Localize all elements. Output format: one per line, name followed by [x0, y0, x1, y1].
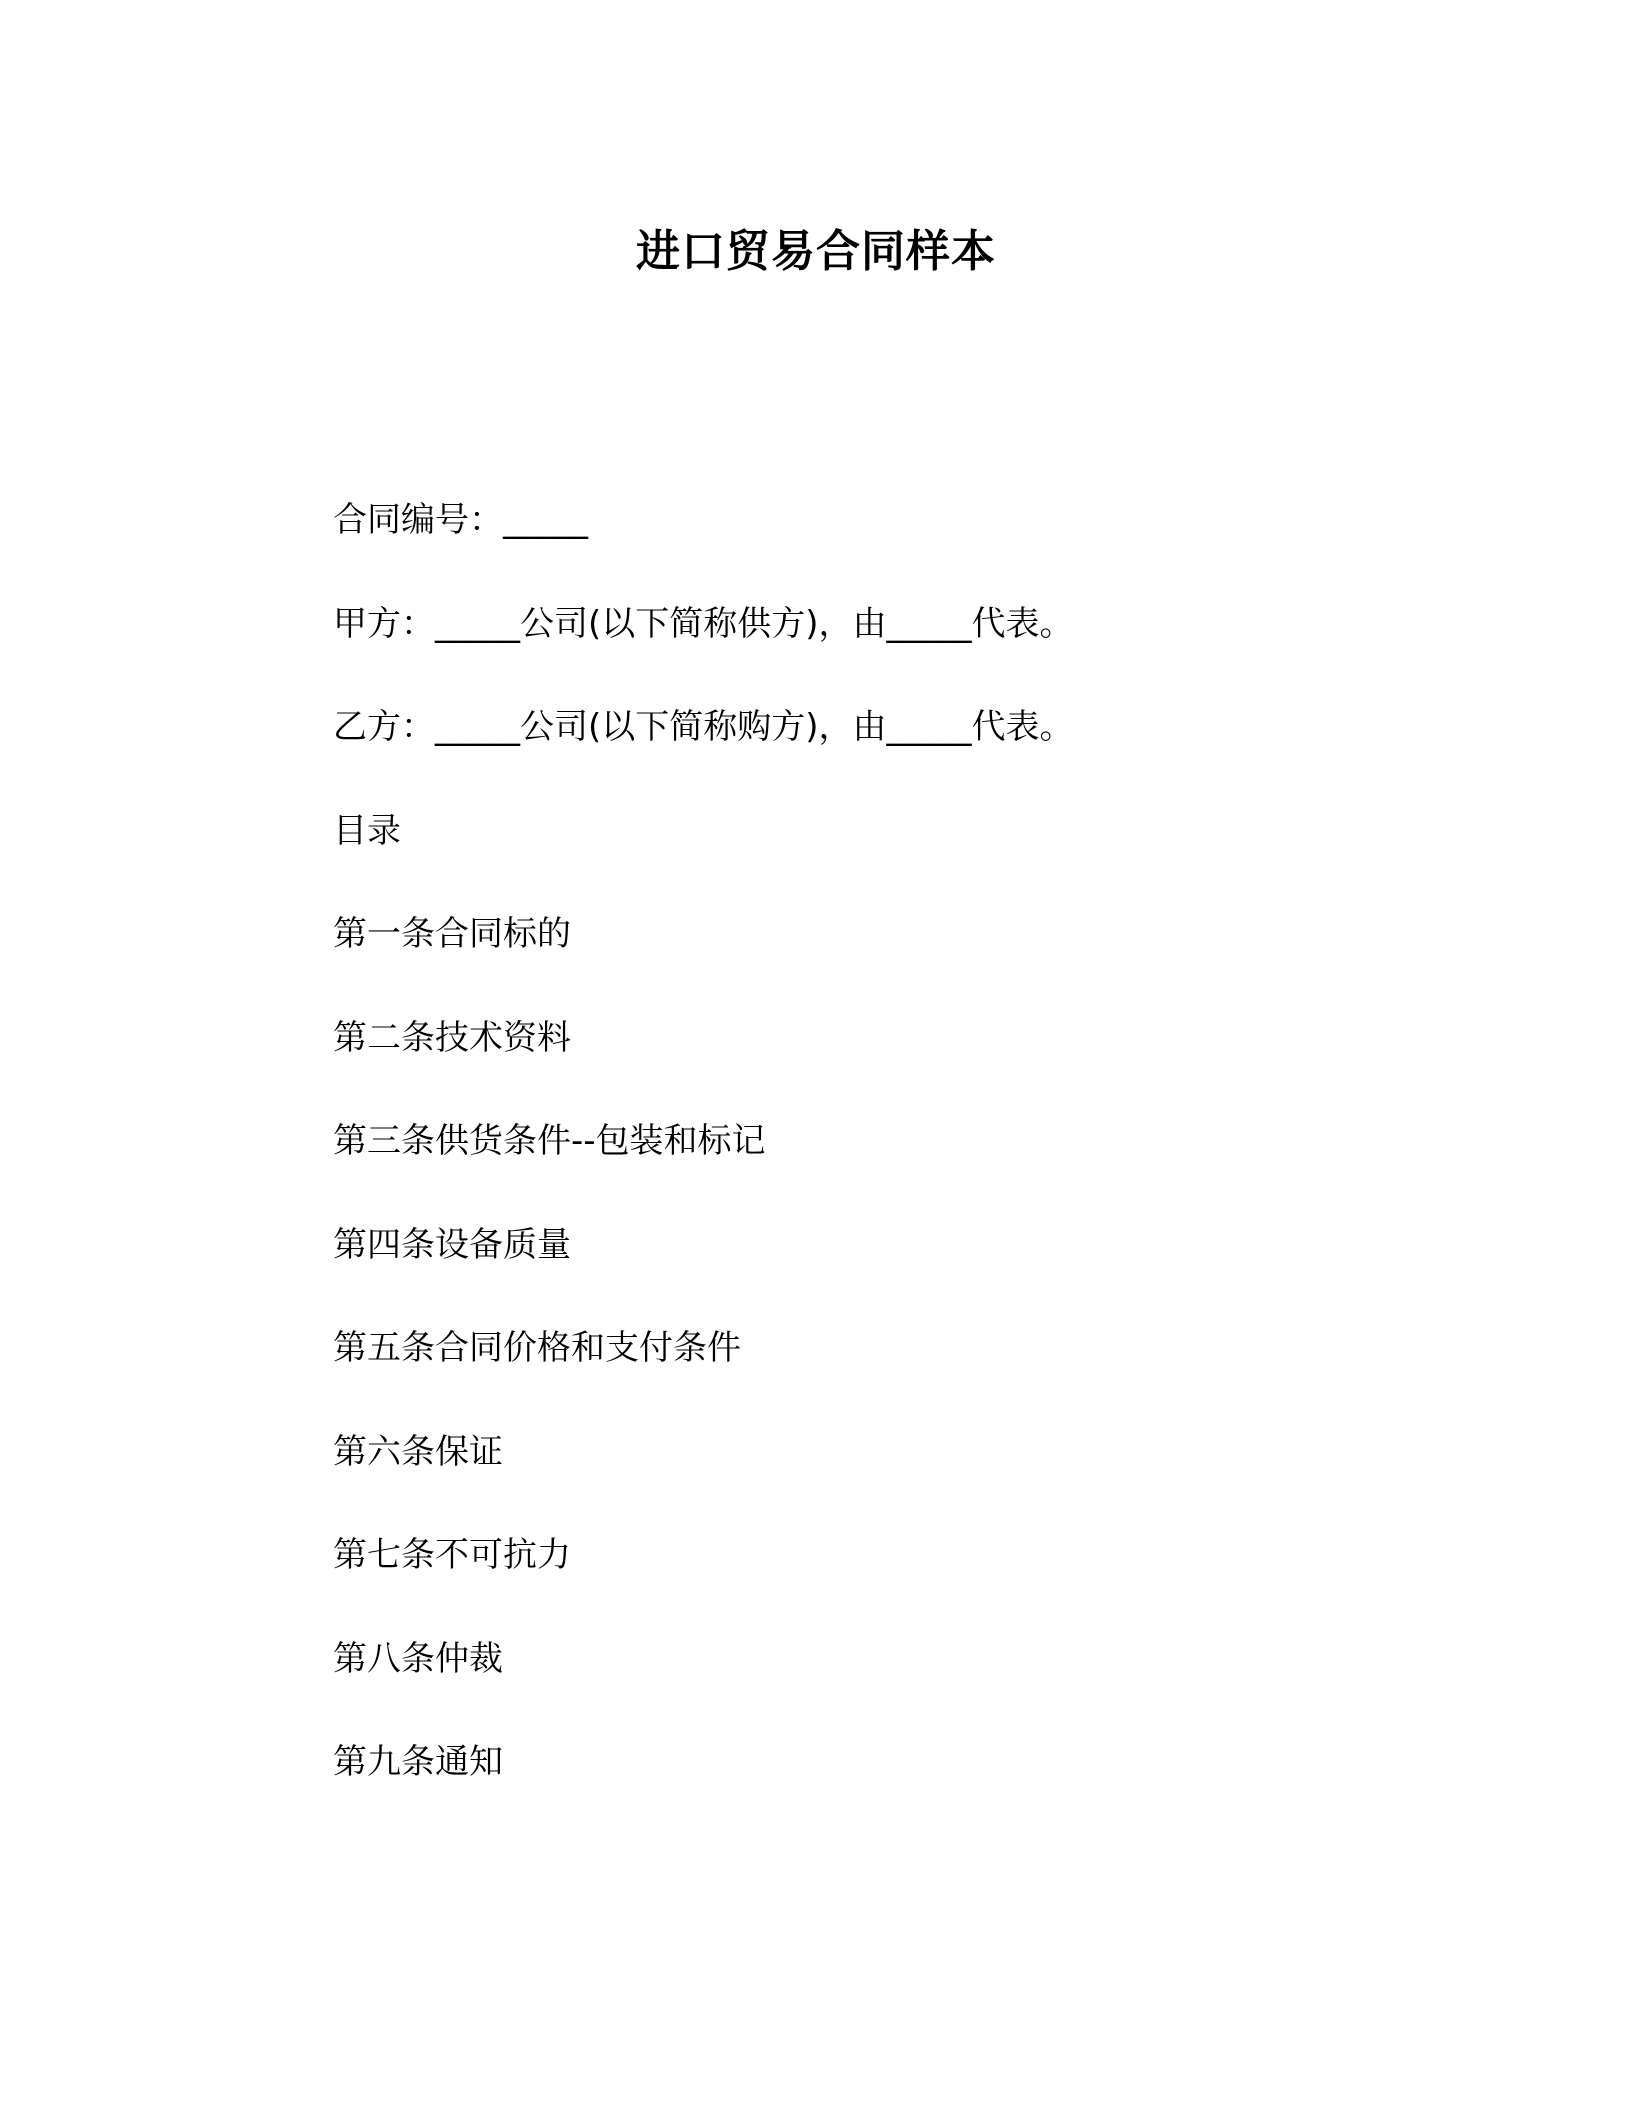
toc-item: 第八条仲裁 — [333, 1638, 503, 1679]
toc-item: 第七条不可抗力 — [333, 1535, 571, 1575]
toc-item: 第九条通知 — [333, 1742, 503, 1782]
document-body — [333, 497, 1433, 1843]
toc-heading: 目录 — [333, 810, 401, 851]
toc-item: 第二条技术资料 — [333, 1017, 571, 1058]
contract-number-line: 合同编号：_____ — [333, 500, 588, 540]
party-a-line: 甲方：_____公司(以下简称供方)，由_____代表。 — [333, 603, 1074, 644]
toc-item: 第五条合同价格和支付条件 — [333, 1328, 741, 1368]
toc-item: 第六条保证 — [333, 1431, 503, 1472]
toc-item: 第一条合同标的 — [333, 914, 571, 954]
toc-item: 第四条设备质量 — [333, 1224, 571, 1265]
document-title: 进口贸易合同样本 — [636, 226, 996, 277]
toc-item: 第三条供货条件--包装和标记 — [333, 1121, 766, 1161]
party-b-line: 乙方：_____公司(以下简称购方)，由_____代表。 — [333, 707, 1074, 747]
